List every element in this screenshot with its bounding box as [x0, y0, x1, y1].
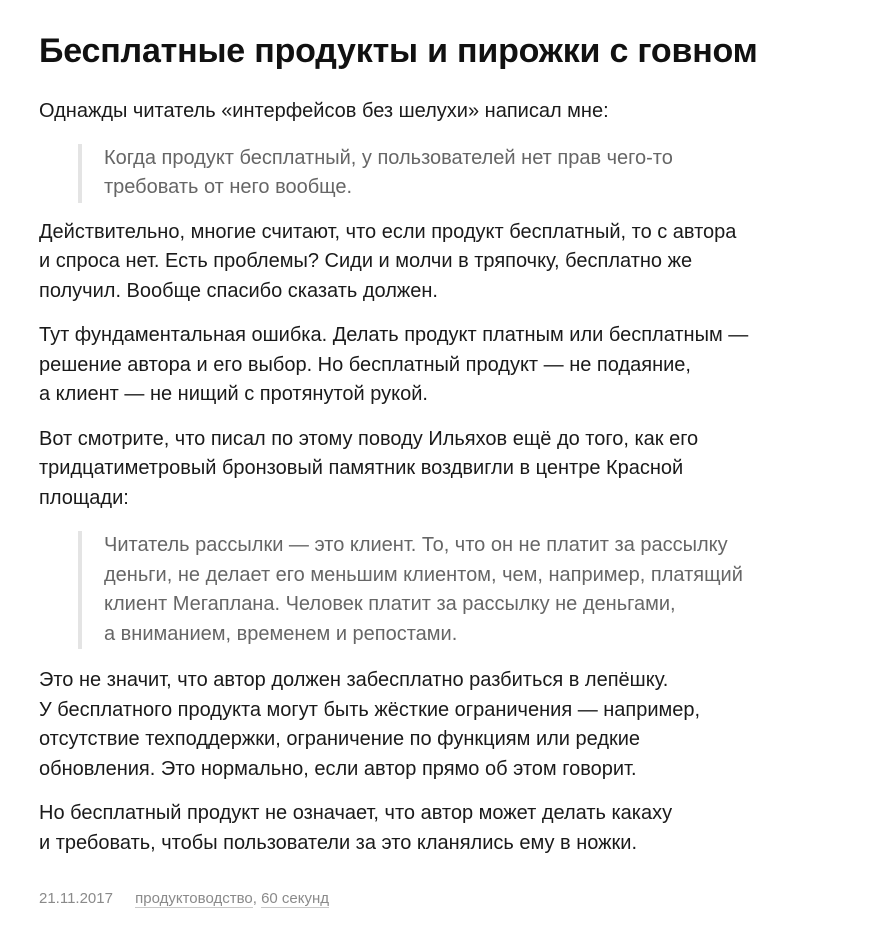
- quote-line: клиент Мегаплана. Человек платит за рассылку не деньгами,: [104, 593, 676, 615]
- read-time-link[interactable]: 60 секунд: [261, 890, 330, 907]
- paragraph-free-products: [39, 218, 839, 307]
- paragraph-ilyakhov: [39, 425, 839, 514]
- text-line: тридцатиметровый бронзовый памятник воздвигли в центре Красной: [39, 457, 684, 479]
- text-line: получил. Вообще спасибо сказать должен.: [39, 279, 438, 302]
- text-line: площади:: [39, 486, 129, 509]
- text-line: отсутствие техподдержки, ограничение по функциям или редкие: [39, 728, 641, 750]
- text-line: и спроса нет. Есть проблемы? Сиди и молчи в тряпочку, бесплатно же: [39, 250, 693, 272]
- tag-link-productovodstvo[interactable]: продуктоводство: [135, 890, 253, 907]
- text-line: Действительно, многие считают, что если продукт бесплатный, то с автора: [39, 220, 737, 243]
- text-line: Тут фундаментальная ошибка. Делать продукт платным или бесплатным —: [39, 324, 749, 346]
- meta-separator: ,: [252, 890, 262, 907]
- quote-line: требовать от него вообще.: [104, 176, 353, 198]
- text-line: Вот смотрите, что писал по этому поводу Ильяхов ещё до того, как его: [39, 427, 699, 450]
- paragraph-fundamental-error: [39, 321, 839, 410]
- text-line: решение автора и его выбор. Но бесплатный продукт — не подаяние,: [39, 353, 691, 376]
- quote-line: а вниманием, временем и репостами.: [104, 622, 458, 645]
- text-line: а клиент — не нищий с протянутой рукой.: [39, 383, 428, 405]
- quote-line: Читатель рассылки — это клиент. То, что он не платит за рассылку: [104, 534, 728, 556]
- blockquote-ilyakhov: [78, 531, 839, 649]
- text-line: обновления. Это нормально, если автор прямо об этом говорит.: [39, 757, 637, 780]
- article-meta: [39, 889, 839, 909]
- text-line: У бесплатного продукта могут быть жёсткие ограничения — например,: [39, 698, 701, 721]
- text-line: Это не значит, что автор должен забесплатно разбиться в лепёшку.: [39, 669, 669, 691]
- text-line: и требовать, чтобы пользователи за это кланялись ему в ножки.: [39, 831, 638, 854]
- paragraph-conclusion: [39, 799, 839, 858]
- intro-paragraph: Однажды читатель «интерфейсов без шелухи» написал мне:: [39, 100, 609, 122]
- quote-line: деньги, не делает его меньшим клиентом, чем, например, платящий: [104, 563, 743, 586]
- paragraph-limitations: [39, 666, 839, 784]
- article-title: Бесплатные продукты и пирожки с говном: [39, 32, 758, 70]
- quote-line: Когда продукт бесплатный, у пользователей нет прав чего-то: [104, 146, 673, 169]
- blockquote-reader: [78, 144, 839, 203]
- text-line: Но бесплатный продукт не означает, что автор может делать какаху: [39, 802, 673, 824]
- publish-date: 21.11.2017: [39, 890, 113, 907]
